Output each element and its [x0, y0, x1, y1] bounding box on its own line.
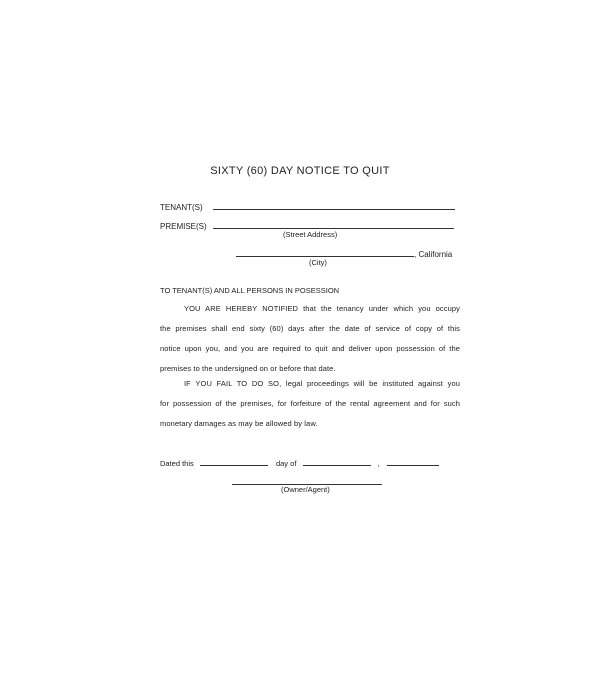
notice-paragraph-1 — [160, 299, 460, 379]
tenant-row — [160, 201, 455, 212]
tenant-blank[interactable] — [213, 201, 455, 210]
owner-agent-caption: (Owner/Agent) — [281, 485, 330, 494]
addressee-line: TO TENANT(S) AND ALL PERSONS IN POSESSION — [160, 286, 340, 295]
city-caption: (City) — [309, 258, 327, 267]
paragraph-1-line: the premises shall end sixty (60) days after the date of service of copy of this — [160, 324, 460, 333]
city-row — [236, 248, 452, 259]
day-blank[interactable] — [200, 457, 268, 466]
city-blank[interactable] — [236, 248, 414, 257]
paragraph-2-line: monetary damages as may be allowed by law. — [160, 419, 318, 428]
premise-label: PREMISE(S) — [160, 222, 207, 231]
dated-row — [160, 457, 439, 468]
paragraph-1-line: premises to the undersigned on or before that date. — [160, 364, 336, 373]
document-title: SIXTY (60) DAY NOTICE TO QUIT — [210, 165, 390, 177]
paragraph-1-line: YOU ARE HEREBY NOTIFIED that the tenancy under which you occupy — [184, 304, 460, 313]
paragraph-1-line: notice upon you, and you are required to quit and deliver upon possession of the — [160, 344, 460, 353]
month-blank[interactable] — [303, 457, 371, 466]
paragraph-2-line: for possession of the premises, for forfeiture of the rental agreement and for such — [160, 399, 460, 408]
year-blank[interactable] — [387, 457, 439, 466]
state-suffix: , California — [414, 250, 453, 259]
paragraph-2-line: IF YOU FAIL TO DO SO, legal proceedings will be instituted against you — [184, 379, 460, 388]
notice-paragraph-2 — [160, 374, 460, 434]
comma-separator: , — [377, 459, 380, 468]
street-address-blank[interactable] — [213, 220, 454, 229]
day-of-label: day of — [275, 459, 297, 468]
street-address-caption: (Street Address) — [283, 230, 338, 239]
signature-blank[interactable] — [232, 476, 382, 485]
dated-label: Dated this — [160, 459, 194, 468]
tenant-label: TENANT(S) — [160, 203, 203, 212]
